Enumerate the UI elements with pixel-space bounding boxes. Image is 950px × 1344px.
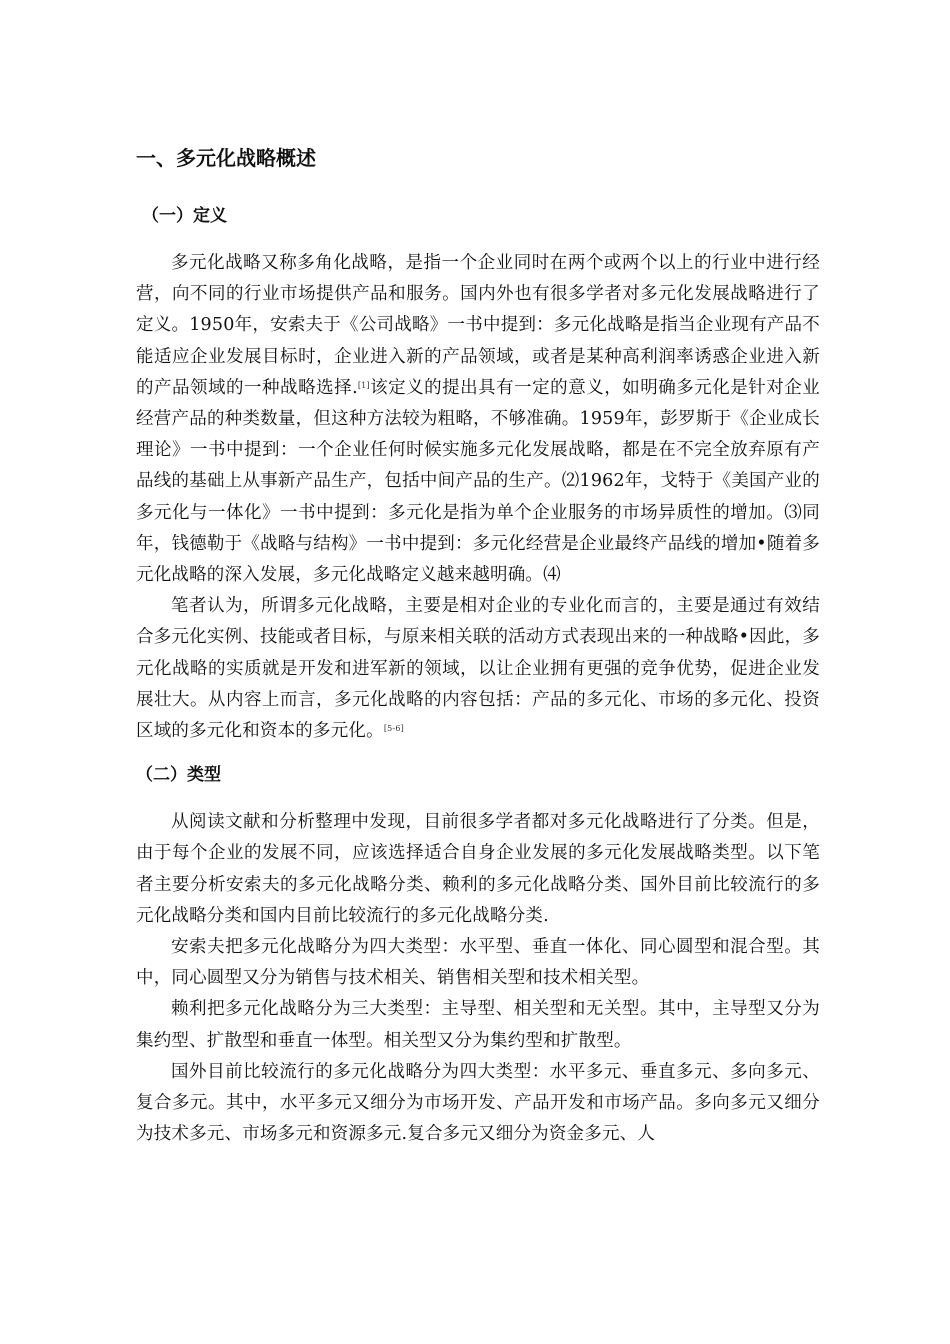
subsection-title-definition: （一）定义 [142, 206, 227, 226]
section-title: 一、多元化战略概述 [136, 146, 316, 170]
definition-paragraph-1-text-a: 多元化战略又称多角化战略，是指一个企业同时在两个或两个以上的行业中进行经营，向不同的行业市场提供产品和服务。国内外也有很多学者对多元化发展战略进行了定义。1950年，安索夫于《公司战略》一书中提到：多元化战略是指当企业现有产品不能适应企业发展目标时，企业进入新的产品领域，或者是某种高利润率诱惑企业进入新的产品领域的一种战略选择. [136, 253, 820, 398]
document-body [136, 142, 820, 1150]
definition-paragraph-2 [136, 591, 820, 747]
definition-paragraph-1 [136, 248, 820, 591]
types-paragraph-rumelt: 赖利把多元化战略分为三大类型：主导型、相关型和无关型。其中，主导型又分为集约型、扩散型和垂直一体型。相关型又分为集约型和扩散型。 [136, 999, 820, 1051]
definition-paragraph-1-text-b: 该定义的提出具有一定的意义，如明确多元化是针对企业经营产品的种类数量，但这种方法较为粗略，不够准确。1959年，彭罗斯于《企业成长理论》一书中提到：一个企业任何时候实施多元化发展战略，都是在不完全放弃原有产品线的基础上从事新产品生产，包括中间产品的生产。⑵1962年，戈特于《美国产业的多元化与一体化》一书中提到：多元化是指为单个企业服务的市场异质性的增加。⑶同年，钱德勒于《战略与结构》一书中提到：多元化经营是企业最终产品线的增加•随着多元化战略的深入发展，多元化战略定义越来越明确。⑷ [136, 377, 820, 586]
subsection-title-types: （二）类型 [136, 765, 221, 786]
citation-1: [1] [357, 380, 370, 390]
types-paragraph-1: 从阅读文献和分析整理中发现，目前很多学者都对多元化战略进行了分类。但是，由于每个企业的发展不同，应该选择适合自身企业发展的多元化发展战略类型。以下笔者主要分析安索夫的多元化战略分类、赖利的多元化战略分类、国外目前比较流行的多元化战略分类和国内目前比较流行的多元化战略分类. [136, 812, 820, 926]
types-paragraph-foreign: 国外目前比较流行的多元化战略分为四大类型：水平多元、垂直多元、多向多元、复合多元。其中，水平多元又细分为市场开发、产品开发和市场产品。多向多元又细分为技术多元、市场多元和资源多元.复合多元又细分为资金多元、人 [136, 1061, 820, 1145]
definition-paragraph-2-text: 笔者认为，所谓多元化战略，主要是相对企业的专业化而言的，主要是通过有效结合多元化实例、技能或者目标，与原来相关联的活动方式表现出来的一种战略•因此，多元化战略的实质就是开发和进军新的领域，以让企业拥有更强的竞争优势，促进企业发展壮大。从内容上而言，多元化战略的内容包括：产品的多元化、市场的多元化、投资区域的多元化和资本的多元化。 [136, 596, 820, 742]
types-paragraph-ansoff: 安索夫把多元化战略分为四大类型：水平型、垂直一体化、同心圆型和混合型。其中，同心圆型又分为销售与技术相关、销售相关型和技术相关型。 [136, 937, 820, 989]
citation-5-6: [5-6] [383, 724, 404, 734]
